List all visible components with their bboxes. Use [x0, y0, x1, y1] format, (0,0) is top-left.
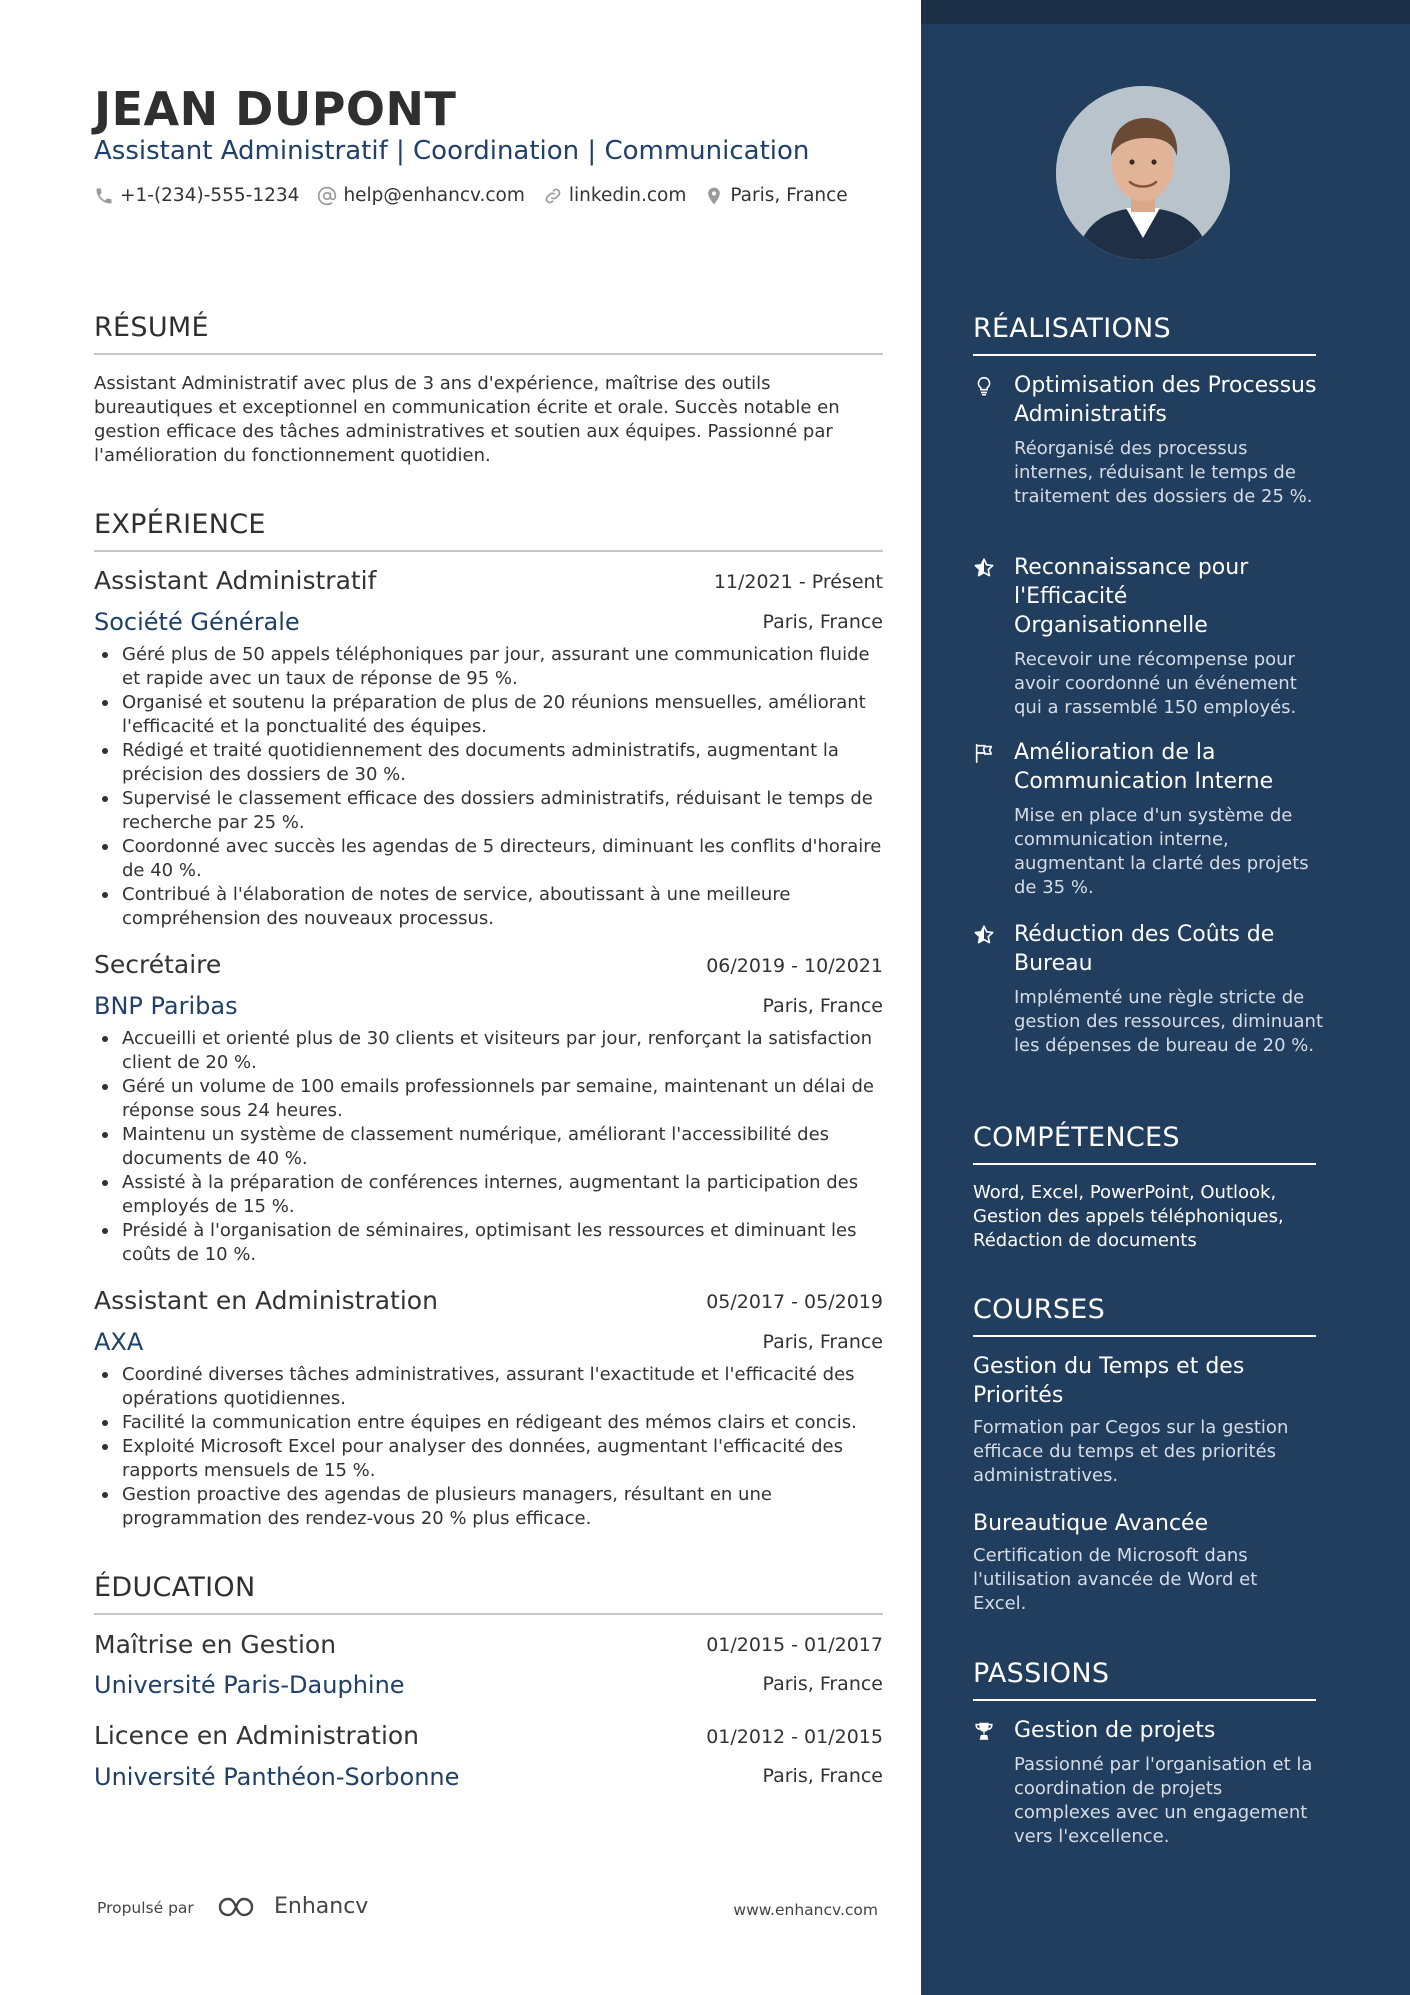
job-bullet: Maintenu un système de classement numérique, améliorant l'accessibilité des documents de 40 %. — [94, 1123, 883, 1171]
achievement-item — [973, 553, 1323, 720]
job-dates: 06/2019 - 10/2021 — [706, 955, 883, 977]
job-company: AXA — [94, 1328, 144, 1356]
job-bullet: Exploité Microsoft Excel pour analyser des données, augmentant l'efficacité des rapports mensuels de 15 %. — [94, 1435, 883, 1483]
job-bullets — [94, 1363, 883, 1531]
education-location: Paris, France — [762, 1765, 883, 1787]
job-company: BNP Paribas — [94, 992, 238, 1020]
job-bullets — [94, 643, 883, 931]
job-title: Secrétaire — [94, 950, 222, 979]
achievement-item — [973, 371, 1323, 509]
achievement-title: Reconnaissance pour l'Efficacité Organisationnelle — [1014, 555, 1249, 638]
education-heading: ÉDUCATION — [94, 1572, 883, 1615]
education-degree: Maîtrise en Gestion — [94, 1630, 337, 1659]
course-title: Gestion du Temps et des Priorités — [973, 1354, 1245, 1408]
achievement-desc: Implémenté une règle stricte de gestion des ressources, diminuant les dépenses de bureau de 20 %. — [1014, 987, 1324, 1056]
email-text: help@enhancv.com — [343, 185, 525, 206]
job-bullet: Coordiné diverses tâches administratives, assurant l'exactitude et l'efficacité des opérations quotidiennes. — [94, 1363, 883, 1411]
job-bullet: Géré un volume de 100 emails professionnels par semaine, maintenant un délai de réponse sous 24 heures. — [94, 1075, 883, 1123]
skills-heading: COMPÉTENCES — [973, 1122, 1316, 1165]
education-school: Université Paris-Dauphine — [94, 1671, 405, 1699]
job-location: Paris, France — [762, 611, 883, 633]
job-bullet: Présidé à l'organisation de séminaires, optimisant les ressources et diminuant les coûts de 10 %. — [94, 1219, 883, 1267]
achievement-title: Optimisation des Processus Administratifs — [1014, 373, 1317, 427]
achievement-desc: Mise en place d'un système de communication interne, augmentant la clarté des projets de 35 %. — [1014, 805, 1309, 898]
avatar-illustration — [1056, 86, 1230, 260]
job-title: Assistant Administratif — [94, 566, 377, 595]
contact-location — [704, 185, 847, 206]
location-pin-icon — [704, 186, 724, 206]
footer-brand-text: Enhancv — [274, 1894, 369, 1919]
job-dates: 11/2021 - Présent — [713, 571, 883, 593]
candidate-name: JEAN DUPONT — [94, 82, 457, 136]
summary-heading: RÉSUMÉ — [94, 312, 883, 355]
job-location: Paris, France — [762, 995, 883, 1017]
location-text: Paris, France — [730, 185, 848, 206]
job-company: Société Générale — [94, 608, 300, 636]
linkedin-text: linkedin.com — [568, 185, 687, 206]
footer-url[interactable]: www.enhancv.com — [733, 1901, 878, 1919]
achievement-desc: Réorganisé des processus internes, réduisant le temps de traitement des dossiers de 25 %. — [1014, 438, 1313, 507]
job-bullet: Géré plus de 50 appels téléphoniques par jour, assurant une communication fluide et rapide avec un taux de réponse de 95 %. — [94, 643, 883, 691]
job-bullet: Facilité la communication entre équipes en rédigeant des mémos clairs et concis. — [94, 1411, 883, 1435]
link-icon — [543, 186, 563, 206]
passion-item — [973, 1716, 1323, 1849]
job-bullet: Gestion proactive des agendas de plusieurs managers, résultant en une programmation des rendez-vous 20 % plus efficace. — [94, 1483, 883, 1531]
phone-text: +1-(234)-555-1234 — [120, 185, 300, 206]
star-icon — [973, 557, 995, 579]
summary-text: Assistant Administratif avec plus de 3 ans d'expérience, maîtrise des outils bureautiques et exceptionnel en communication écrite et orale. Succès notable en gestion efficace des tâches administratives et soutien aux équipes. Passionné par l'amélioration du fonctionnement quotidien. — [94, 373, 840, 466]
achievement-desc: Recevoir une récompense pour avoir coordonné un événement qui a rassemblé 150 employés. — [1014, 649, 1297, 718]
job-location: Paris, France — [762, 1331, 883, 1353]
education-degree: Licence en Administration — [94, 1721, 420, 1750]
achievement-item — [973, 738, 1323, 900]
sidebar-top-band — [921, 0, 1410, 24]
course-desc: Formation par Cegos sur la gestion efficace du temps et des priorités administratives. — [973, 1417, 1289, 1486]
candidate-subtitle: Assistant Administratif | Coordination | Communication — [94, 136, 810, 166]
job-bullet: Coordonné avec succès les agendas de 5 directeurs, diminuant les conflits d'horaire de 40 %. — [94, 835, 883, 883]
footer-powered-by: Propulsé par — [97, 1899, 194, 1917]
achievements-heading: RÉALISATIONS — [973, 313, 1316, 356]
course-title: Bureautique Avancée — [973, 1511, 1209, 1536]
contact-linkedin[interactable] — [543, 185, 686, 206]
footer-brand-logo[interactable] — [216, 1894, 368, 1919]
job-bullets — [94, 1027, 883, 1267]
job-bullet: Supervisé le classement efficace des dossiers administratifs, réduisant le temps de recherche par 25 %. — [94, 787, 883, 835]
education-school: Université Panthéon-Sorbonne — [94, 1763, 460, 1791]
contact-bar — [94, 185, 866, 206]
skills-text: Word, Excel, PowerPoint, Outlook, Gestion des appels téléphoniques, Rédaction de documents — [973, 1182, 1284, 1251]
star-icon — [973, 924, 995, 946]
phone-icon — [94, 186, 114, 206]
lightbulb-icon — [973, 375, 995, 397]
job-bullet: Organisé et soutenu la préparation de plus de 20 réunions mensuelles, améliorant l'efficacité et la ponctualité des équipes. — [94, 691, 883, 739]
passion-desc: Passionné par l'organisation et la coordination de projets complexes avec un engagement vers l'excellence. — [1014, 1754, 1313, 1847]
experience-heading: EXPÉRIENCE — [94, 509, 883, 552]
achievement-title: Réduction des Coûts de Bureau — [1014, 922, 1275, 976]
trophy-icon — [973, 1720, 995, 1742]
passion-title: Gestion de projets — [1014, 1718, 1216, 1743]
job-bullet: Assisté à la préparation de conférences internes, augmentant la participation des employés de 15 %. — [94, 1171, 883, 1219]
education-dates: 01/2015 - 01/2017 — [706, 1634, 883, 1656]
courses-heading: COURSES — [973, 1294, 1316, 1337]
flag-icon — [973, 742, 995, 764]
achievement-title: Amélioration de la Communication Interne — [1014, 740, 1274, 794]
job-title: Assistant en Administration — [94, 1286, 438, 1315]
profile-photo — [1056, 86, 1230, 260]
job-dates: 05/2017 - 05/2019 — [706, 1291, 883, 1313]
job-bullet: Rédigé et traité quotidiennement des documents administratifs, augmentant la précision des dossiers de 30 %. — [94, 739, 883, 787]
at-icon — [317, 186, 337, 206]
contact-email[interactable] — [317, 185, 524, 206]
sidebar — [921, 0, 1410, 1995]
course-desc: Certification de Microsoft dans l'utilisation avancée de Word et Excel. — [973, 1545, 1258, 1614]
achievement-item — [973, 920, 1323, 1058]
job-bullet: Accueilli et orienté plus de 30 clients et visiteurs par jour, renforçant la satisfaction client de 20 %. — [94, 1027, 883, 1075]
education-dates: 01/2012 - 01/2015 — [706, 1726, 883, 1748]
job-bullet: Contribué à l'élaboration de notes de service, aboutissant à une meilleure compréhension des nouveaux processus. — [94, 883, 883, 931]
enhancv-logo-icon — [216, 1895, 264, 1919]
passions-heading: PASSIONS — [973, 1658, 1316, 1701]
education-location: Paris, France — [762, 1673, 883, 1695]
contact-phone[interactable] — [94, 185, 299, 206]
